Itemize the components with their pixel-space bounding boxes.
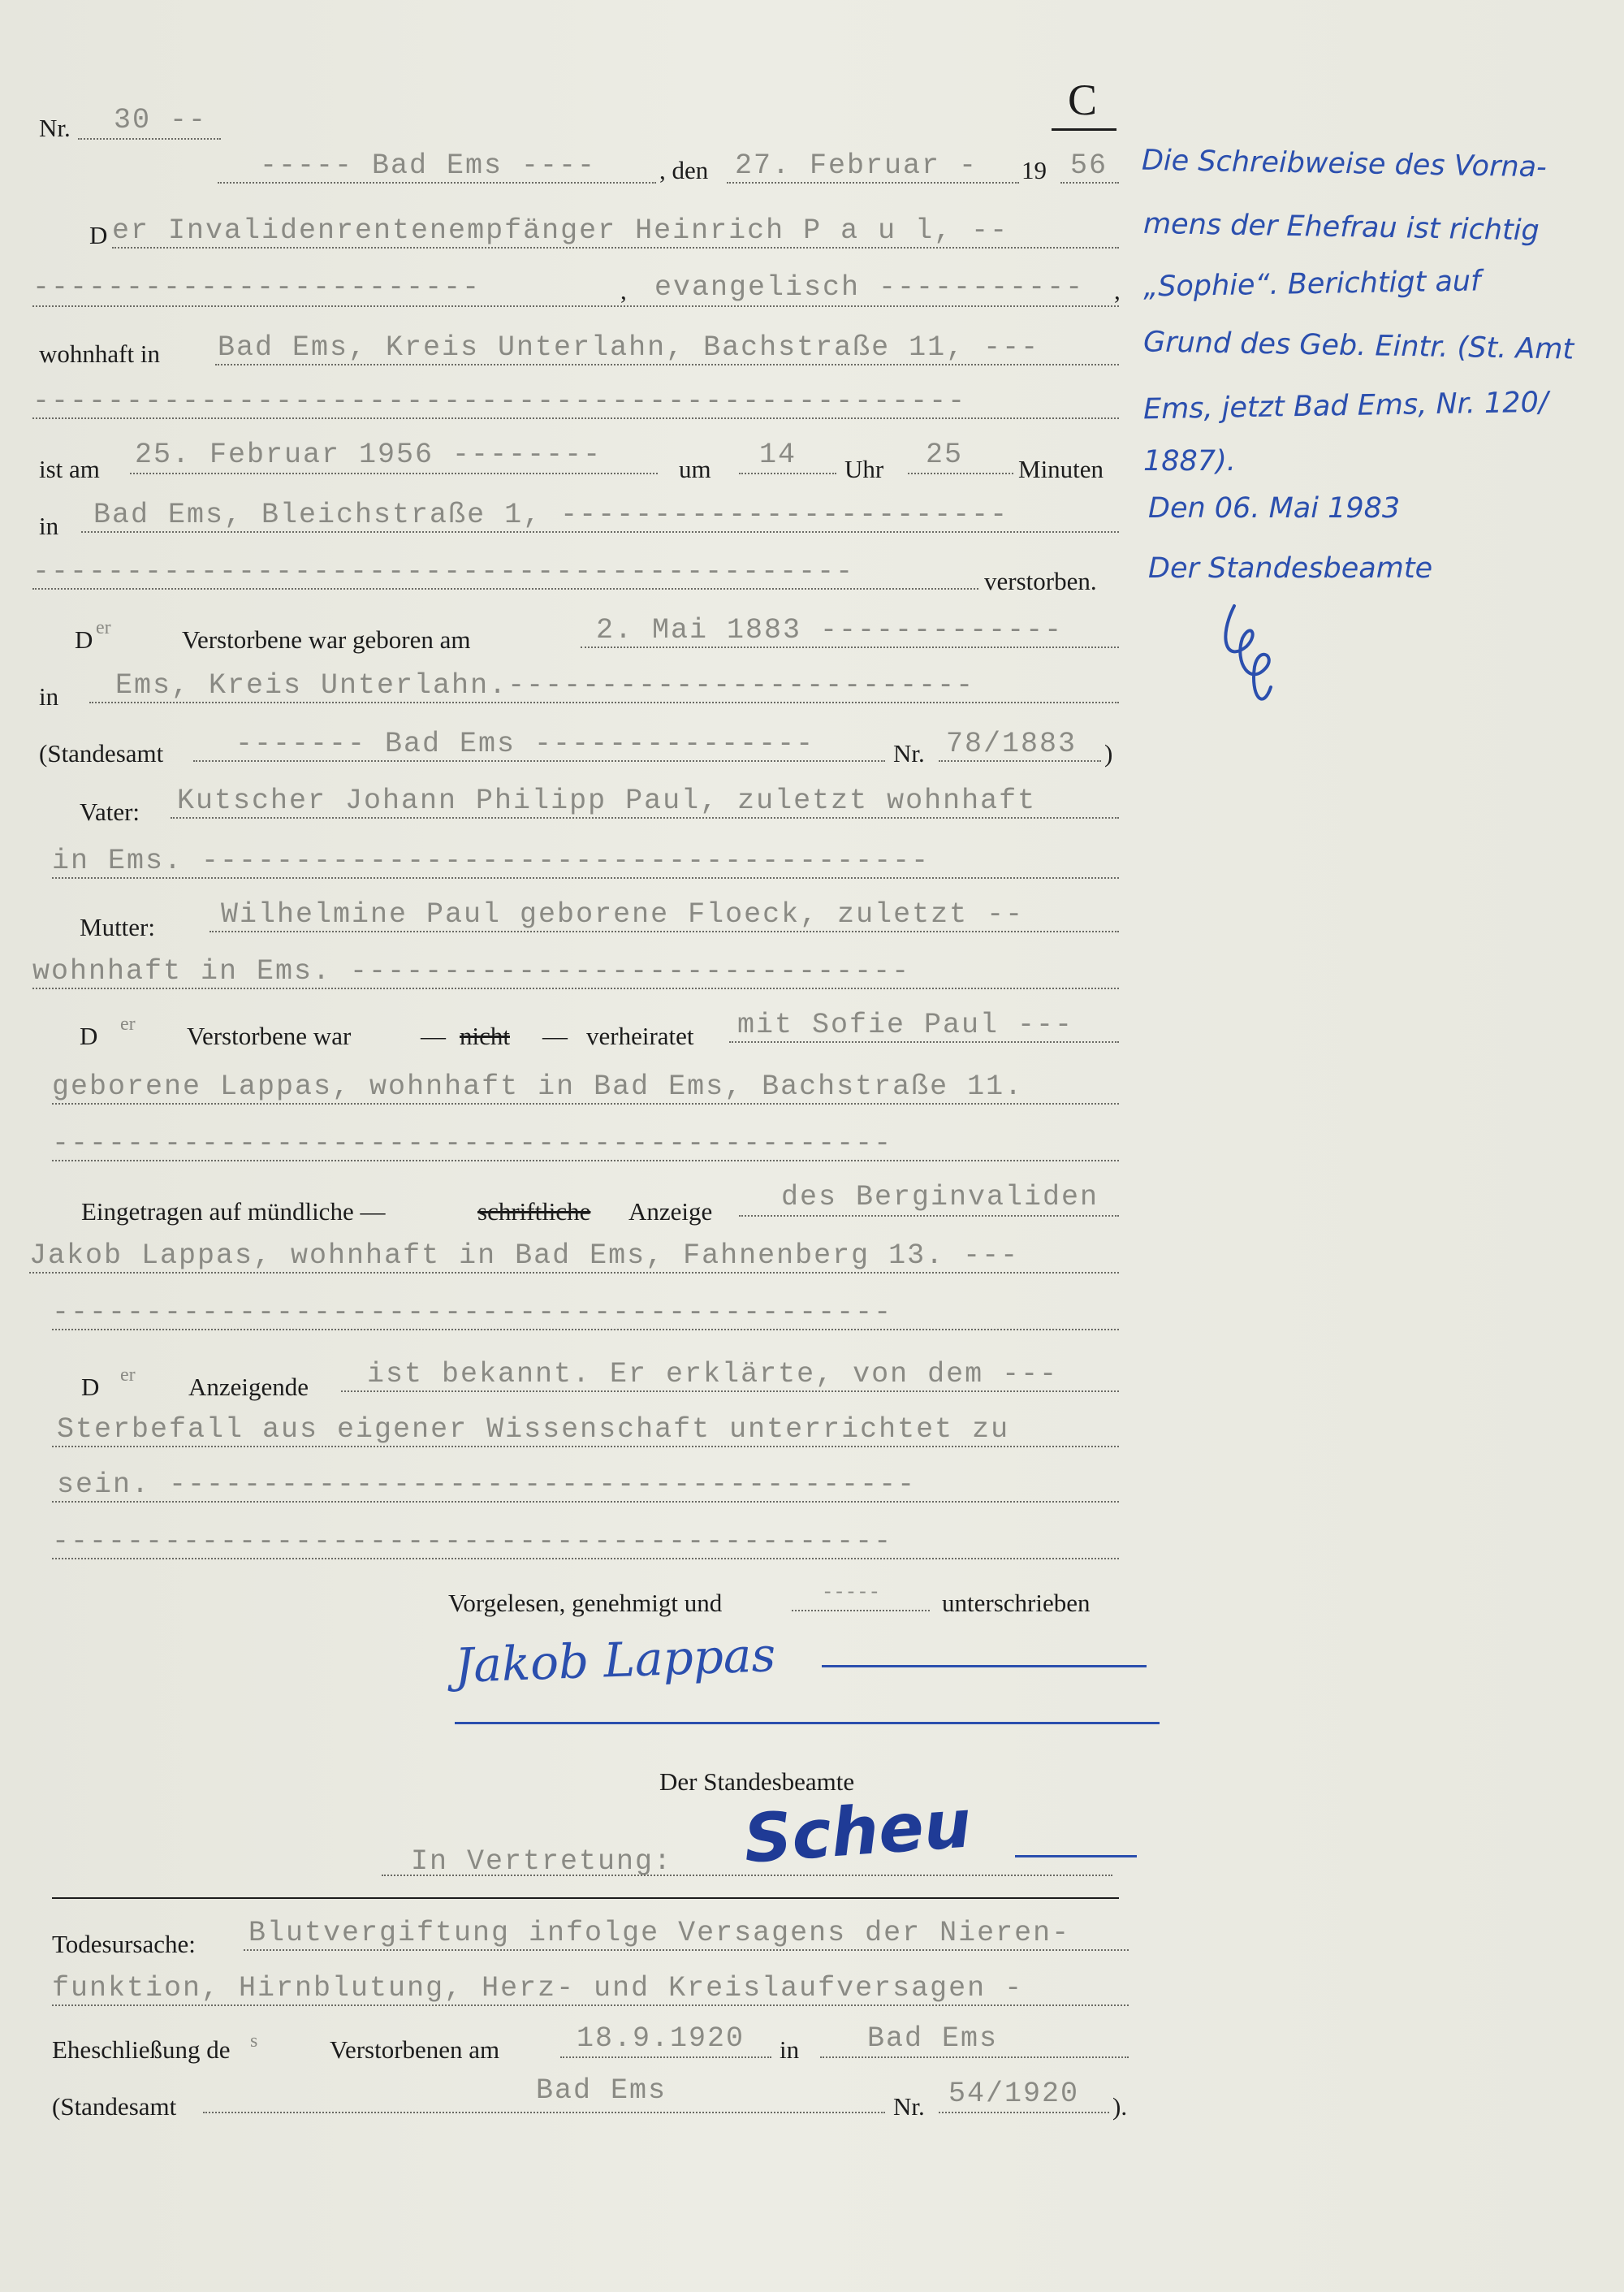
birth-nr-dotted-line [939,760,1101,762]
cause-line-1: Blutvergiftung infolge Versagens der Nieren- [248,1917,1071,1949]
informant-line-1: ist bekannt. Er erklärte, von dem --- [367,1358,1059,1390]
report-filler: --------------------------------------------- [52,1296,893,1329]
birth-date: 2. Mai 1883 ------------- [596,614,1064,647]
deceased-prefix-letter: D [89,221,108,249]
informant-signature-line [822,1665,1147,1667]
marriage-prefix-letter: D [80,1022,98,1050]
birth-label: Verstorbene war geboren am [182,625,471,654]
wedding-label-suffix: s [250,2030,258,2052]
religion-dotted-line [32,305,1119,307]
informant-line-3: sein. ---------------------------------------- [57,1468,917,1501]
minuten-label: Minuten [1018,455,1104,483]
place-dotted-line [218,182,656,184]
death-date: 25. Februar 1956 -------- [135,439,603,471]
death-in-label: in [39,512,59,540]
deceased-name-line: er Invalidenrentenempfänger Heinrich P a u l, -- [112,214,1009,247]
death-minutes: 25 [926,439,964,471]
deceased-dotted-line [112,247,1119,249]
birth-place: Ems, Kreis Unterlahn.------------------------- [115,669,975,702]
registrar-signature: Scheu [741,1785,974,1879]
marriage-filler: --------------------------------------------- [52,1127,893,1160]
death-place: Bad Ems, Bleichstraße 1, ------------------------ [93,499,1009,531]
death-place-dotted-line [81,531,1119,533]
wedding-nr-label: Nr. [893,2092,925,2121]
wedding-standesamt: Bad Ems [536,2074,667,2107]
residence-dotted-line [215,364,1119,365]
informant-signature-underline [455,1722,1160,1724]
marriage-label: Verstorbene war [187,1022,352,1050]
struck-schriftliche: schriftliche [477,1197,591,1226]
cause-dotted-line-2 [52,2004,1129,2006]
report-filler-dotted-line [52,1329,1119,1330]
spouse: mit Sofie Paul --- [737,1009,1074,1041]
cause-line-2: funktion, Hirnblutung, Herz- und Kreislaufversagen - [52,1972,1024,2004]
nr-value: 30 -- [114,104,208,136]
uhr-label: Uhr [844,455,884,483]
marriage-dash-2: — [542,1022,568,1050]
mother-cont-dotted-line [32,988,1119,989]
report-label-pre: Eingetragen auf mündliche — [81,1197,386,1226]
wedding-date-dotted-line [560,2056,771,2058]
father-dotted-line [171,817,1119,819]
residence-label: wohnhaft in [39,339,160,368]
registrar-label: Der Standesbeamte [659,1767,855,1796]
wedding-nr-dotted-line [939,2112,1109,2113]
residence-cont-dotted-line [32,417,1119,419]
birth-standesamt: ------- Bad Ems --------------- [235,728,815,760]
father-cont-dotted-line [52,877,1119,879]
informant-dotted-line-2 [52,1446,1119,1447]
reporter-dotted-line [739,1215,1119,1217]
wedding-standesamt-dotted-line [203,2112,885,2113]
wedding-nr-value: 54/1920 [948,2078,1080,2110]
wedding-place: Bad Ems [867,2022,999,2055]
mother-continuation: wohnhaft in Ems. ------------------------------ [32,955,911,988]
margin-note-line: mens der Ehefrau ist richtig [1142,207,1540,248]
informant-prefix-suffix: er [120,1364,136,1386]
margin-note-line: Den 06. Mai 1983 [1148,492,1401,525]
wedding-date: 18.9.1920 [577,2022,745,2055]
verstorben-label: verstorben. [984,567,1097,595]
struck-nicht: nicht [460,1022,510,1050]
copy-mark: C [1068,76,1098,124]
informant-prefix-letter: D [81,1373,100,1401]
reporter-continuation: Jakob Lappas, wohnhaft in Bad Ems, Fahnenberg 13. --- [29,1239,1020,1272]
marriage-prefix-suffix: er [120,1014,136,1035]
birth-close: ) [1104,739,1113,768]
birth-prefix-letter: D [75,625,93,654]
wedding-place-dotted-line [820,2056,1129,2058]
residence-continuation: -------------------------------------------------- [32,385,967,417]
informant-line-4: --------------------------------------------- [52,1525,893,1558]
wedding-standesamt-label: (Standesamt [52,2092,177,2121]
marriage-filler-dotted-line [52,1160,1119,1161]
spouse-cont-dotted-line [52,1103,1119,1105]
mother-dotted-line [209,931,1119,932]
den-label: , den [659,156,709,184]
ist-am-label: ist am [39,455,100,483]
margin-note-line: Die Schreibweise des Vorna- [1141,144,1547,184]
vorgelesen-label: Vorgelesen, genehmigt und [448,1589,723,1617]
wedding-label-pre: Eheschließung de [52,2035,231,2064]
deceased-comma: , [620,276,627,305]
reporter: des Berginvaliden [781,1181,1099,1213]
year-suffix: 56 [1070,149,1108,182]
um-label: um [679,455,711,483]
minutes-dotted-line [908,473,1013,474]
informant-line-2: Sterbefall aus eigener Wissenschaft unterrichtet zu [57,1413,1010,1446]
father: Kutscher Johann Philipp Paul, zuletzt wohnhaft [177,785,1037,817]
birth-prefix-suffix: er [96,617,111,638]
birth-date-dotted-line [581,647,1119,648]
spouse-continuation: geborene Lappas, wohnhaft in Bad Ems, Bachstraße 11. [52,1070,1024,1103]
death-place-cont-dotted-line [32,588,978,590]
record-date: 27. Februar - [735,149,978,182]
margin-note-line: „Sophie“. Berichtigt auf [1142,265,1481,304]
nr-label: Nr. [39,114,71,142]
margin-note-line: 1887). [1143,445,1236,478]
cause-dotted-line-1 [244,1949,1129,1951]
death-date-dotted-line [130,473,658,474]
verheiratet-label: verheiratet [586,1022,694,1050]
vorgelesen-blank: ----- [822,1582,881,1604]
copy-mark-underline [1052,128,1116,131]
hour-dotted-line [739,473,836,474]
in-vertretung: In Vertretung: [411,1845,673,1878]
marriage-dash-1: — [421,1022,446,1050]
vorgelesen-dotted-line [792,1610,930,1611]
religion-comma: , [1114,276,1121,305]
spouse-dotted-line [729,1041,1119,1043]
birth-nr-label: Nr. [893,739,925,768]
date-dotted-line [727,182,1019,184]
religion: evangelisch ----------- [654,271,1085,304]
residence: Bad Ems, Kreis Unterlahn, Bachstraße 11, --- [218,331,1040,364]
birth-standesamt-dotted-line [193,760,885,762]
mutter-label: Mutter: [80,913,155,941]
section-divider [52,1897,1119,1899]
year-dotted-line [1060,182,1119,184]
margin-note-line: Ems, jetzt Bad Ems, Nr. 120/ [1142,386,1548,426]
margin-note-line: Der Standesbeamte [1148,552,1433,585]
wedding-label-mid: Verstorbenen am [330,2035,500,2064]
birth-nr-value: 78/1883 [946,728,1078,760]
registrar-signature-line [1015,1855,1137,1857]
father-continuation: in Ems. --------------------------------------- [52,845,931,877]
birth-place-dotted-line [89,702,1119,703]
birth-standesamt-label: (Standesamt [39,739,164,768]
place-of-record: ----- Bad Ems ---- [260,149,597,182]
margin-note-line: Grund des Geb. Eintr. (St. Amt [1142,326,1574,366]
report-label-post: Anzeige [628,1197,713,1226]
death-place-continuation: -------------------------------------------- [32,556,855,588]
reporter-cont-dotted-line [29,1272,1119,1274]
margin-note-initials [1202,590,1299,720]
death-hour: 14 [759,439,797,471]
cause-label: Todesursache: [52,1930,196,1958]
wedding-in-label: in [780,2035,800,2064]
birth-in-label: in [39,682,59,711]
year-prefix: 19 [1021,156,1047,184]
informant-dotted-line-1 [341,1390,1119,1392]
deceased-filler: ------------------------ [32,271,482,304]
vater-label: Vater: [80,798,140,826]
informant-dotted-line-4 [52,1558,1119,1559]
nr-dotted-line [78,138,221,140]
unterschrieben-label: unterschrieben [942,1589,1091,1617]
wedding-close: ). [1112,2092,1128,2121]
mother: Wilhelmine Paul geborene Floeck, zuletzt -- [221,898,1025,931]
informant-signature: Jakob Lappas [453,1627,777,1693]
informant-dotted-line-3 [52,1501,1119,1503]
informant-label: Anzeigende [188,1373,309,1401]
